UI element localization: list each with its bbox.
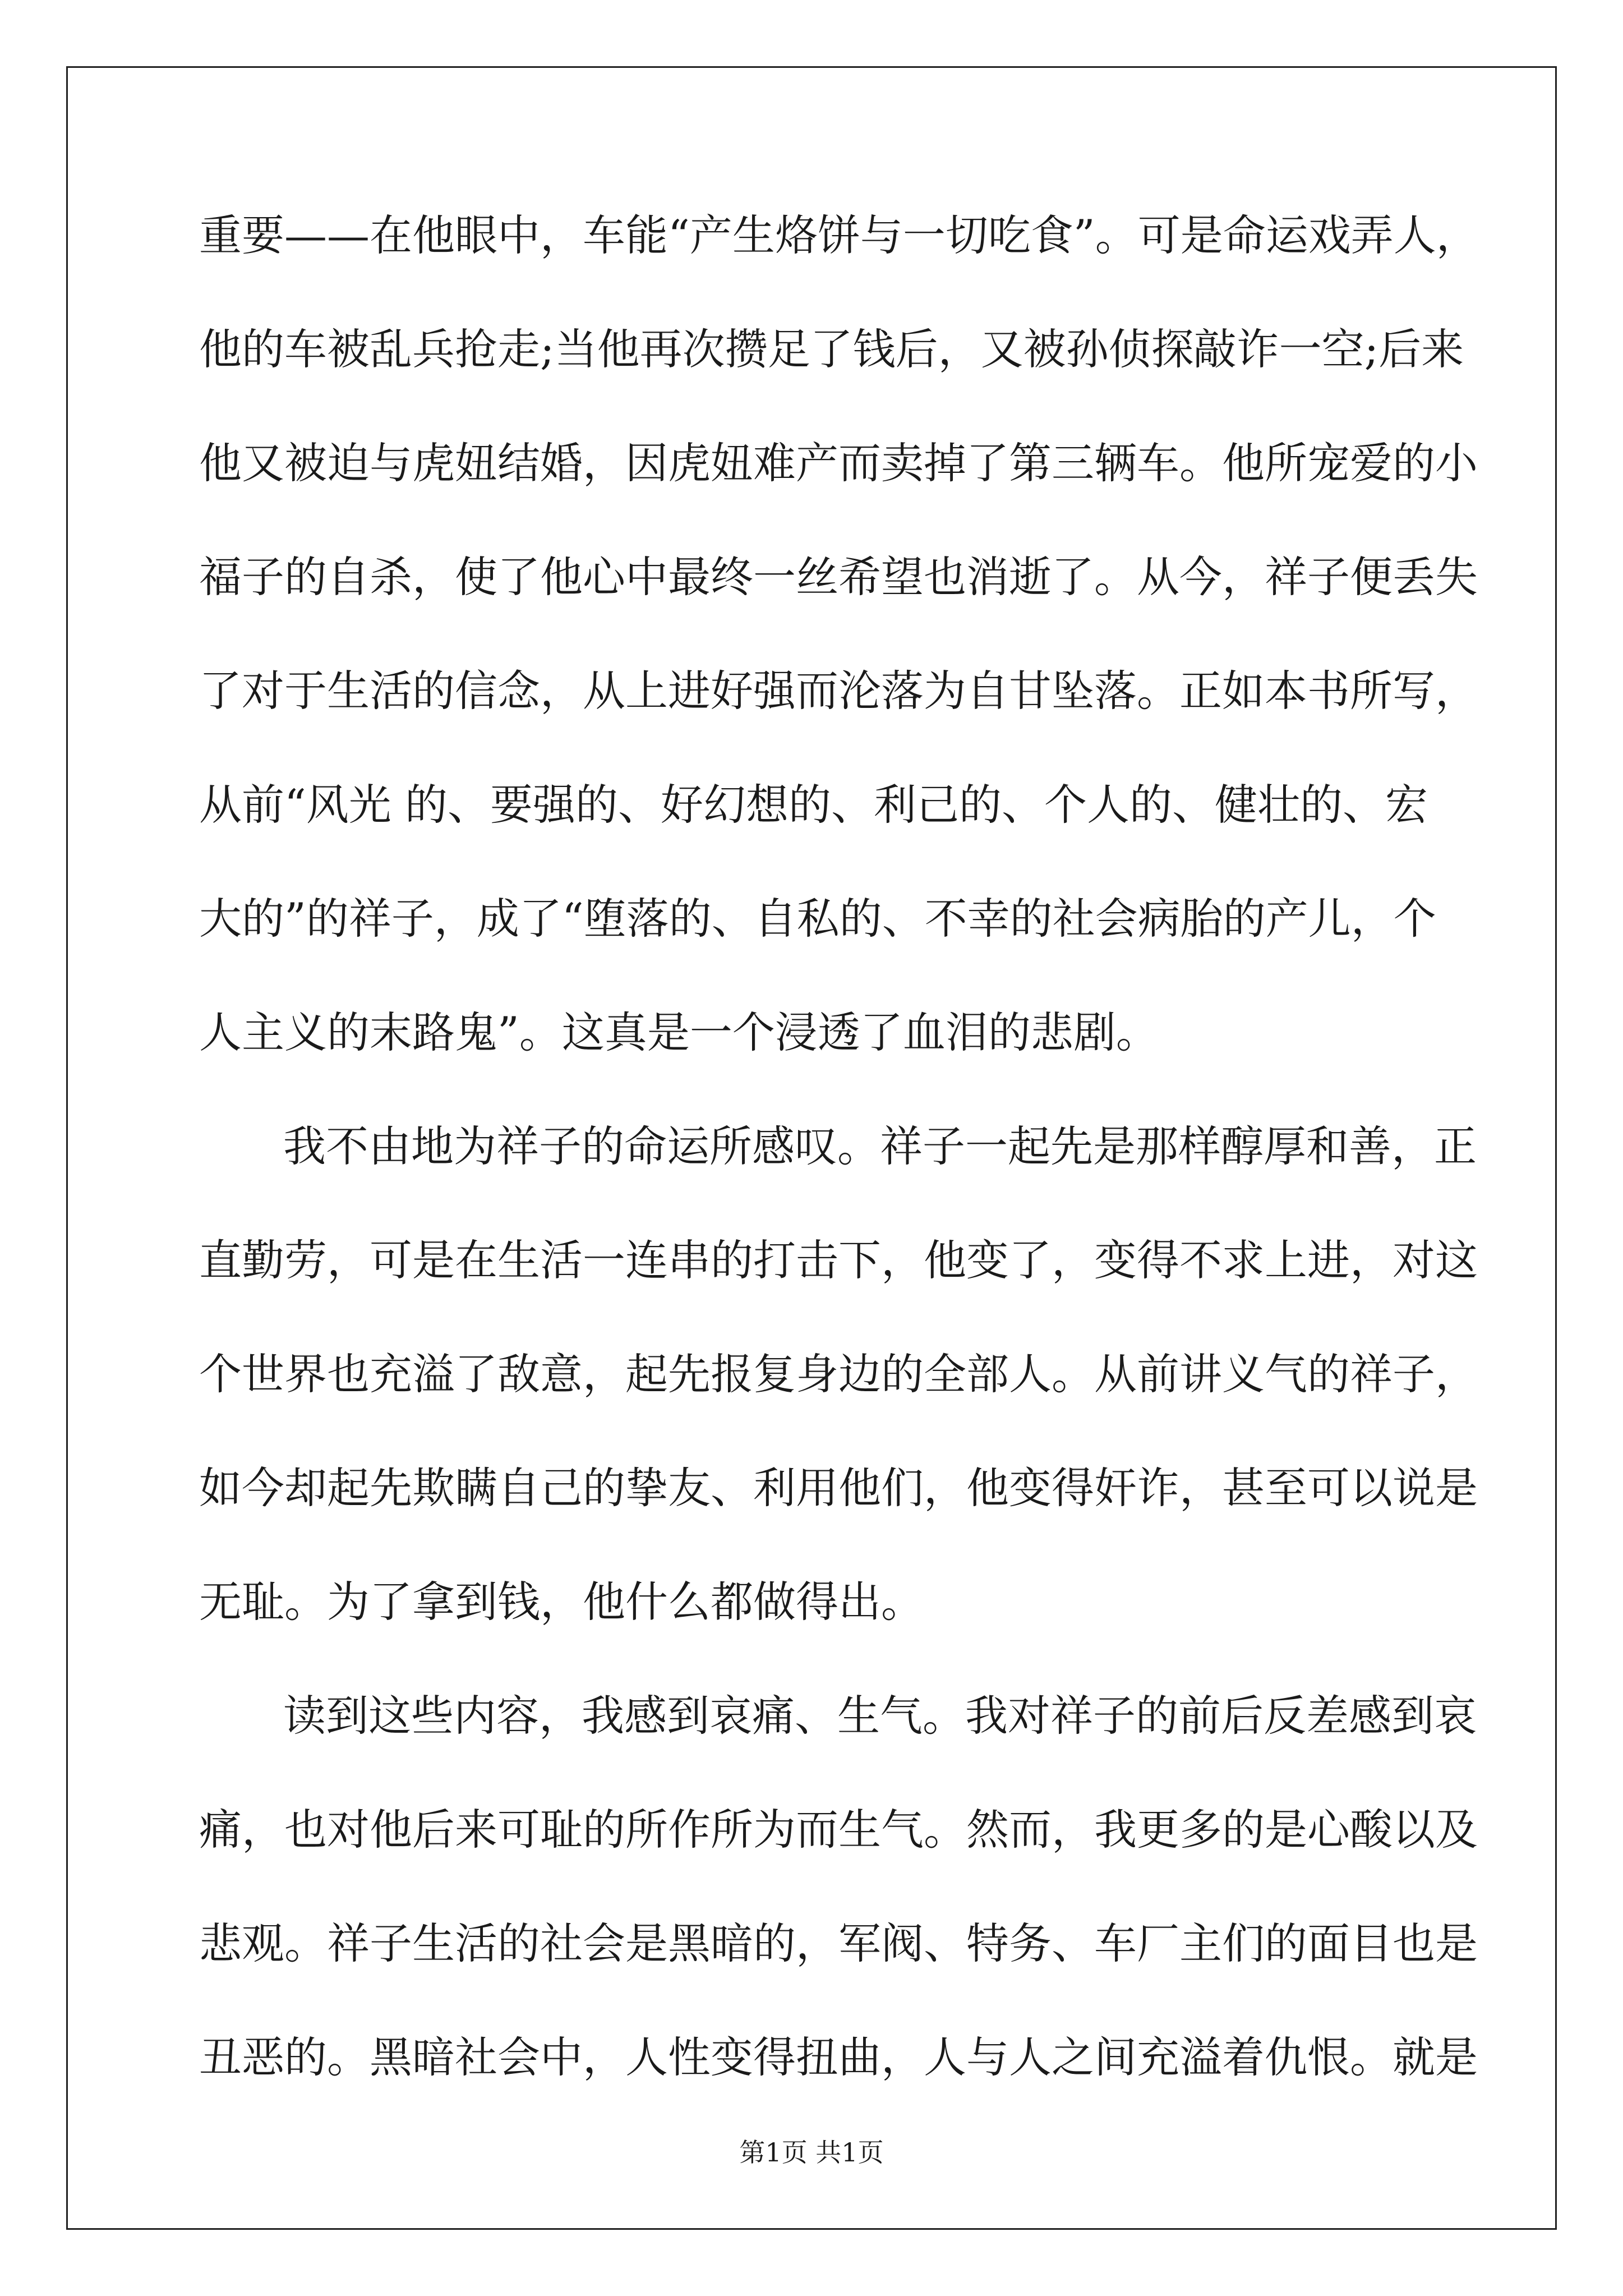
text-line: 大的”的祥子，成了“堕落的、自私的、不幸的社会病胎的产儿，个	[199, 894, 1436, 944]
page-footer: 第1页 共1页	[739, 2137, 884, 2168]
text-line: 如今却起先欺瞒自己的挚友、利用他们，他变得奸诈，甚至可以说是	[199, 1463, 1478, 1513]
text-line: 福子的自杀，使了他心中最终一丝希望也消逝了。从今，祥子便丢失	[199, 552, 1478, 602]
text-line: 丑恶的。黑暗社会中，人性变得扭曲，人与人之间充溢着仇恨。就是	[199, 2032, 1478, 2082]
text-line: 悲观。祥子生活的社会是黑暗的，军阀、特务、车厂主们的面目也是	[199, 1918, 1478, 1968]
text-line: 人主义的末路鬼”。这真是一个浸透了血泪的悲剧。	[199, 1007, 1159, 1057]
text-line: 无耻。为了拿到钱，他什么都做得出。	[199, 1577, 924, 1627]
text-line: 他的车被乱兵抢走;当他再次攒足了钱后，又被孙侦探敲诈一空;后来	[199, 324, 1464, 374]
text-line: 痛，也对他后来可耻的所作所为而生气。然而，我更多的是心酸以及	[199, 1805, 1478, 1855]
text-line: 重要——在他眼中，车能“产生烙饼与一切吃食”。可是命运戏弄人，	[199, 210, 1479, 260]
paragraph-first-line: 读到这些内容，我感到哀痛、生气。我对祥子的前后反差感到哀	[283, 1691, 1477, 1741]
text-line: 从前“风光 的、要强的、好幻想的、利己的、个人的、健壮的、宏	[199, 780, 1428, 830]
text-line: 直勤劳，可是在生活一连串的打击下，他变了，变得不求上进，对这	[199, 1235, 1478, 1285]
text-line: 个世界也充溢了敌意，起先报复身边的全部人。从前讲义气的祥子，	[199, 1349, 1478, 1399]
text-line: 他又被迫与虎妞结婚，因虎妞难产而卖掉了第三辆车。他所宠爱的小	[199, 438, 1478, 488]
text-line: 了对于生活的信念，从上进好强而沦落为自甘坠落。正如本书所写，	[199, 666, 1478, 716]
paragraph-first-line: 我不由地为祥子的命运所感叹。祥子一起先是那样醇厚和善，正	[283, 1121, 1477, 1171]
